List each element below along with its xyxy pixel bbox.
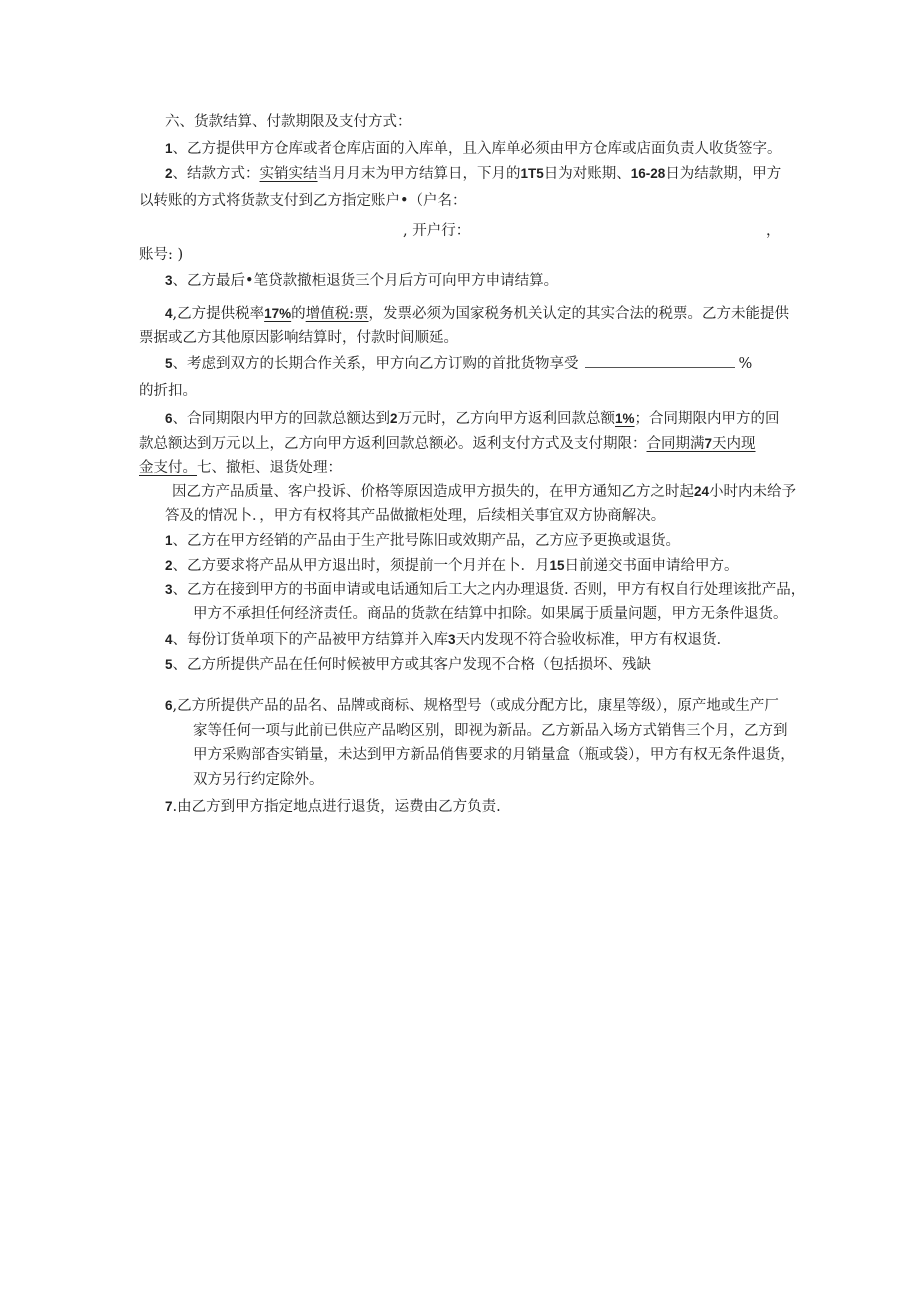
clause-7-6: 6,乙方所提供产品的品名、品牌或商标、规格型号（或成分配方比，康星等级），原产地或生产厂	[165, 698, 779, 714]
discount-blank	[585, 353, 735, 368]
clause-7-6-line2: 家等任何一项与此前已供应产品哟区别，即视为新品。乙方新品入场方式销售三个月，乙方到	[193, 723, 788, 739]
account-label: 账号: )	[139, 247, 184, 263]
clause-6-6-line2: 款总额达到万元以上，乙方向甲方返利回款总额必。返利支付方式及支付期限：合同期满7天内现	[139, 436, 756, 452]
clause-7-1: 1、乙方在甲方经销的产品由于生产批号陈旧或效期产品，乙方应予更换或退货。	[165, 533, 681, 549]
clause-7-2: 2、乙方要求将产品从甲方退出时，须提前一个月并在卜．月15日前递交书面申请给甲方。	[165, 558, 739, 574]
clause-6-6-line3: 金支付。七、撤柜、退货处理：	[139, 460, 342, 476]
clause-6-3: 3、乙方最后•笔贷款撤柜退货三个月后方可向甲方申请结算。	[165, 273, 559, 289]
section-6-heading: 六、货款结算、付款期限及支付方式：	[165, 114, 412, 130]
clause-7-6-line4: 双方另行约定除外。	[193, 772, 324, 788]
bank-label: , 开户行：	[403, 223, 471, 239]
clause-7-6-line3: 甲方采购部杳实销量，未达到甲方新品俏售要求的月销量盒（瓶或袋），甲方有权无条件退货，	[193, 747, 795, 763]
clause-6-2-line2: 以转账的方式将货款支付到乙方指定账户•（户名：	[139, 193, 467, 209]
bank-comma: ，	[766, 223, 781, 239]
clause-7-7: 7.由乙方到甲方指定地点进行退货，运费由乙方负责.	[165, 799, 501, 815]
section-7-intro-line2: 答及的情况卜．，甲方有权将其产品做撤柜处理，后续相关事宜双方协商解决。	[165, 508, 666, 524]
section-7-intro: 因乙方产品质量、客户投诉、价格等原因造成甲方损失的，在甲方通知乙方之时起24小时内未给予	[172, 484, 797, 500]
clause-6-2: 2、结款方式：实销实结当月月末为甲方结算日，下月的1T5日为对账期、16-28日为结款期，甲方	[165, 166, 782, 182]
section-7-heading: 七、撤柜、退货处理：	[197, 460, 342, 476]
clause-6-6: 6、合同期限内甲方的回款总额达到2万元时，乙方向甲方返利回款总额1%；合同期限内甲方的回	[165, 411, 780, 427]
clause-6-5: 5、考虑到双方的长期合作关系，甲方向乙方订购的首批货物享受 %	[165, 353, 752, 374]
settlement-method: 实销实结	[259, 166, 318, 182]
clause-7-4: 4、每份订货单项下的产品被甲方结算并入库3天内发现不符合验收标准，甲方有权退货.	[165, 632, 722, 648]
rebate-rate: 1%	[615, 411, 635, 426]
clause-6-4: 4,乙方提供税率17%的增值税:票，发票必须为国家税务机关认定的其实合法的税票。乙方未能提供	[165, 306, 790, 322]
clause-7-5: 5、乙方所提供产品在任何时候被甲方或其客户发现不合格（包括损坏、残缺	[165, 657, 652, 673]
clause-6-5-line2: 的折扣。	[139, 383, 197, 399]
clause-6-4-line2: 票据或乙方其他原因影响结算时，付款时间顺延。	[139, 330, 458, 346]
clause-7-3: 3、乙方在接到甲方的书面申请或电话通知后工大之内办理退货. 否则，甲方有权自行处理该批产品，	[165, 582, 806, 598]
clause-6-1: 1、乙方提供甲方仓库或者仓库店面的入库单，且入库单必须由甲方仓库或店面负责人收货签字。	[165, 141, 782, 157]
invoice-type: 增值税:票	[305, 306, 369, 322]
clause-7-3-line2: 甲方不承担任何经济责任。商品的货款在结算中扣除。如果属于质量问题，甲方无条件退货。	[193, 606, 788, 622]
tax-rate: 17%	[264, 306, 292, 321]
